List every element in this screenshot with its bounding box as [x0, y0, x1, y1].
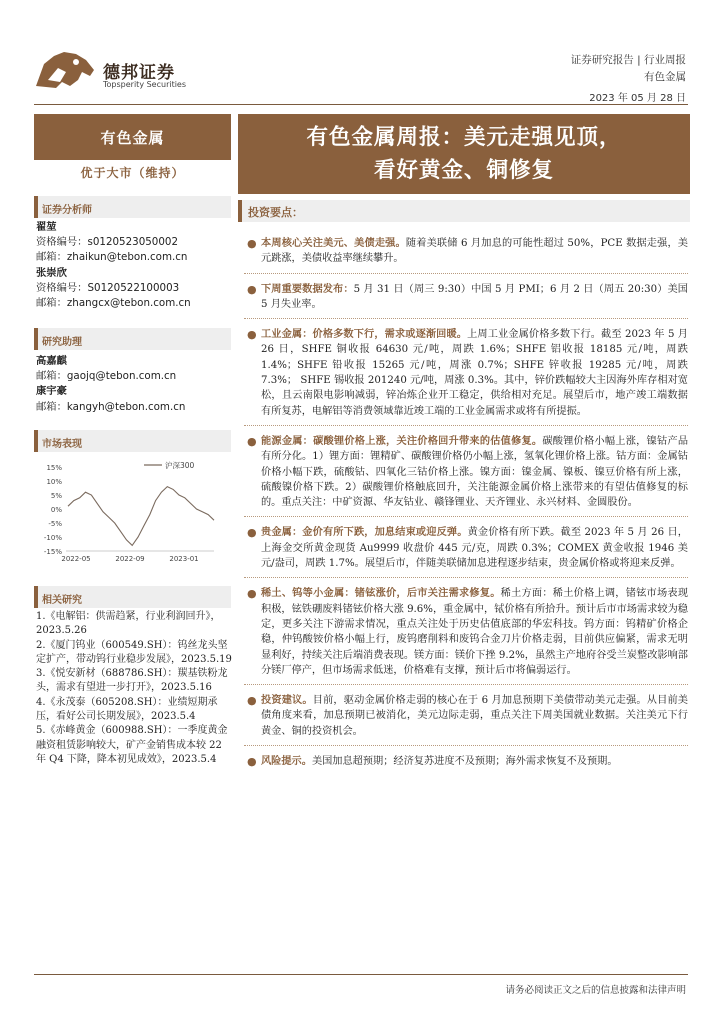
legend-label: 沪深300 — [165, 461, 195, 470]
key-point-body: 黄金价格有所下跌。截至 2023 年 5 月 26 日，上海金交所黄金现货 Au9999 收盘价 445 元/克，周跌 0.3%；COMEX 黄金收报 1946 美元/盎司，周跌 1.7%。展望后市，伴随美联储加息进程逐步结束，贵金属价格或将迎来反弹。 — [261, 527, 688, 570]
key-point-head: 贵金属：金价有所下跌，加息结束或迎反弹。 — [261, 526, 468, 539]
key-point-body: 稀土方面：稀土价格上调，锗铉市场表现积极，铉铁硼废料锗铉价格大涨 9.6%，重金属中，铽价格有所拾升。预计后市市场需求较为稳定，更多关注下游需求情况，重点关注处于历史估值底部的华宏科技。钨方面：钨精矿价格企稳，仲钨酸铵价格小幅上行，废钨磨削料和废钨合金刀片价格走弱，目前供应偏紧，需求无明显利好，持续关注后端消费表现。镁方面：镁价下挫 9.2%，虽然主产地府谷受兰炭整改影响部分镁厂停产，但市场需求低迷，价格难有支撑，预计后市将偏弱运行。 — [261, 588, 689, 676]
title-line-2: 看好黄金、铜修复 — [373, 158, 554, 183]
report-type: 证券研究报告 | 行业周报 — [570, 54, 686, 66]
key-point — [244, 236, 688, 267]
analyst-cert: 资格编号：s0120523050002 — [36, 236, 179, 249]
ref-item[interactable]: 5.《赤峰黄金（600988.SH）：一季度黄金融资租赁影响较大，矿产金销售成本较 22 年 Q4 下降，降本初见成效》，2023.5.4 — [36, 725, 228, 765]
series-line-hs300 — [68, 487, 214, 546]
analysts-heading: 证券分析师 — [34, 196, 231, 218]
assistants-heading: 研究助理 — [34, 328, 231, 350]
brand-name-cn: 德邦证券 — [103, 63, 175, 83]
key-point — [244, 754, 688, 769]
divider — [244, 425, 688, 426]
key-point-head: 风险提示。 — [261, 755, 312, 768]
y-tick-label: 0% — [50, 506, 62, 514]
key-point-body: 碳酸锂价格小幅上涨，镍钴产品有所分化。1）锂方面：锂精矿、碳酸锂价格仍小幅上涨，氢氧化锂价格上涨。钴方面：金属钴价格小幅下跌，硫酸钴、四氧化三钴价格上涨。镍方面：镍金属、镍板、镍豆价格有所上涨，硫酸镍价格下跌。2）碳酸锂价格触底回升，关注能源金属价格上涨带来的有望估值修复的标的。重点关注：中矿资源、华友钴业、赣锋锂业、天齐锂业、永兴材料、金圆股份。 — [261, 435, 689, 509]
key-point — [244, 282, 688, 313]
key-point-head: 本周核心关注美元、美债走强。 — [261, 237, 406, 249]
market-performance-chart — [34, 455, 231, 570]
key-point-body: 随着美联储 6 月加息的可能性超过 50%，PCE 数据走强，美元跳涨，美债收益率继续攀升。 — [261, 238, 688, 265]
key-points-list — [244, 236, 688, 769]
report-date: 2023 年 05 月 28 日 — [589, 93, 686, 104]
assistant-name: 高嘉麒 — [36, 355, 67, 367]
y-tick-label: -10% — [43, 534, 62, 542]
key-point — [244, 586, 688, 678]
key-point-body: 上周工业金属价格多数下行。截至 2023 年 5 月 26 日，SHFE 铜收报 64630 元/吨，周跌 1.6%；SHFE 铝收报 18185 元/吨，周跌 1.4%；SHFE 铅收报 15265 元/吨，周涨 0.7%；SHFE 锌收报 19285 元/吨，周跌 7.3%； SHFE 锡收报 201240 元/吨，周涨 0.3%。其中，锌价跌幅较大主因海外库存相对宽松，且云南限电影响减弱，锌冶炼企业开工稳定，供给相对充足。展望后市，地产竣工端数据有所复苏，电解铝等消费领域靠近竣工端的工业金属需求或将有所提振。 — [261, 329, 688, 417]
footer-disclaimer: 请务必阅读正文之后的信息披露和法律声明 — [505, 985, 686, 996]
x-tick-label: 2022-05 — [61, 555, 91, 563]
footer-divider — [34, 974, 688, 975]
sector-label: 有色金属 — [34, 114, 231, 160]
key-points-heading: 投资要点： — [238, 200, 690, 222]
analyst-name: 张崇欣 — [36, 266, 67, 279]
key-point-body: 目前，驱动金属价格走弱的核心在于 6 月加息预期下美债带动美元走强。从目前美债角度来看，加息预期已被消化，美元边际走弱，重点关注下周美国就业数据。关注美元下行黄金、铜的投资机会。 — [261, 695, 688, 737]
assistants-list — [36, 354, 232, 415]
ref-item[interactable]: 4.《永茂泰（605208.SH）：业绩短期承压，看好公司长期发展》，2023.5.4 — [36, 696, 218, 723]
divider — [244, 516, 688, 517]
brand-name-en: Topsperity Securities — [103, 80, 187, 89]
report-industry: 有色金属 — [644, 71, 686, 83]
market-heading: 市场表现 — [34, 430, 231, 452]
rating-label: 优于大市（维持） — [80, 166, 185, 180]
key-point — [244, 434, 688, 510]
bullet-icon: ● — [247, 694, 257, 708]
title-line-1: 有色金属周报：美元走强见顶， — [306, 125, 622, 150]
key-point — [244, 327, 688, 419]
key-point-head: 下周重要数据发布： — [261, 282, 354, 295]
header-divider — [34, 104, 688, 105]
analyst-email[interactable]: 邮箱：zhaikun@tebon.com.cn — [36, 251, 188, 264]
key-point-body: 美国加息超预期；经济复苏进度不及预期；海外需求恢复不及预期。 — [311, 756, 618, 768]
divider — [244, 745, 688, 746]
bullet-icon: ● — [247, 328, 257, 342]
assistant-name: 康宇豪 — [36, 385, 67, 398]
assistant-email[interactable]: 邮箱：kangyh@tebon.com.cn — [36, 400, 186, 413]
key-point-head: 能源金属：碳酸锂价格上涨，关注价格回升带来的估值修复。 — [261, 434, 543, 447]
key-point-head: 工业金属：价格多数下行，需求或逐渐回暖。 — [261, 328, 468, 341]
y-tick-label: 10% — [46, 478, 62, 486]
refs-heading: 相关研究 — [34, 586, 231, 608]
bullet-icon: ● — [247, 237, 257, 250]
divider — [244, 577, 688, 578]
ref-item[interactable]: 1.《电解铝：供需趋紧，行业利润回升》，2023.5.26 — [36, 611, 221, 637]
y-tick-label: -15% — [43, 548, 62, 556]
divider — [244, 684, 688, 685]
x-tick-label: 2022-09 — [115, 555, 145, 563]
analyst-email[interactable]: 邮箱：zhangcx@tebon.com.cn — [36, 297, 191, 310]
x-tick-label: 2023-01 — [169, 555, 199, 563]
y-tick-label: 15% — [46, 464, 62, 472]
bullet-icon: ● — [247, 755, 257, 769]
bullet-icon: ● — [247, 434, 257, 448]
ref-item[interactable]: 3.《悦安新材（688786.SH）：羰基铁粉龙头，需求有望进一步打开》，2023.5.16 — [36, 668, 228, 694]
analysts-list — [36, 220, 232, 311]
key-point-head: 投资建议。 — [261, 694, 313, 707]
key-point-body: 5 月 31 日（周三 9:30）中国 5 月 PMI；6 月 2 日（周五 20:30）美国 5 月失业率。 — [261, 283, 688, 310]
report-title — [238, 114, 690, 194]
related-research-list — [36, 610, 232, 767]
y-tick-label: 5% — [50, 492, 62, 500]
ref-item[interactable]: 2.《厦门钨业（600549.SH）：钨丝龙头坚定扩产，带动钨行业稳步发展》，2023.5.19 — [36, 639, 232, 665]
y-tick-label: -5% — [48, 520, 62, 528]
key-point — [244, 693, 688, 739]
bullet-icon: ● — [247, 526, 257, 540]
analyst-cert: 资格编号：S0120522100003 — [36, 281, 180, 294]
key-point-head: 稀土、钨等小金属：锗铉涨价，后市关注需求修复。 — [261, 587, 501, 600]
divider — [244, 318, 688, 319]
divider — [244, 273, 688, 274]
company-logo — [34, 50, 96, 90]
analyst-name: 翟堃 — [36, 221, 57, 233]
bullet-icon: ● — [247, 282, 257, 296]
bullet-icon: ● — [247, 587, 257, 601]
assistant-email[interactable]: 邮箱：gaojq@tebon.com.cn — [36, 370, 177, 383]
key-point — [244, 525, 688, 571]
